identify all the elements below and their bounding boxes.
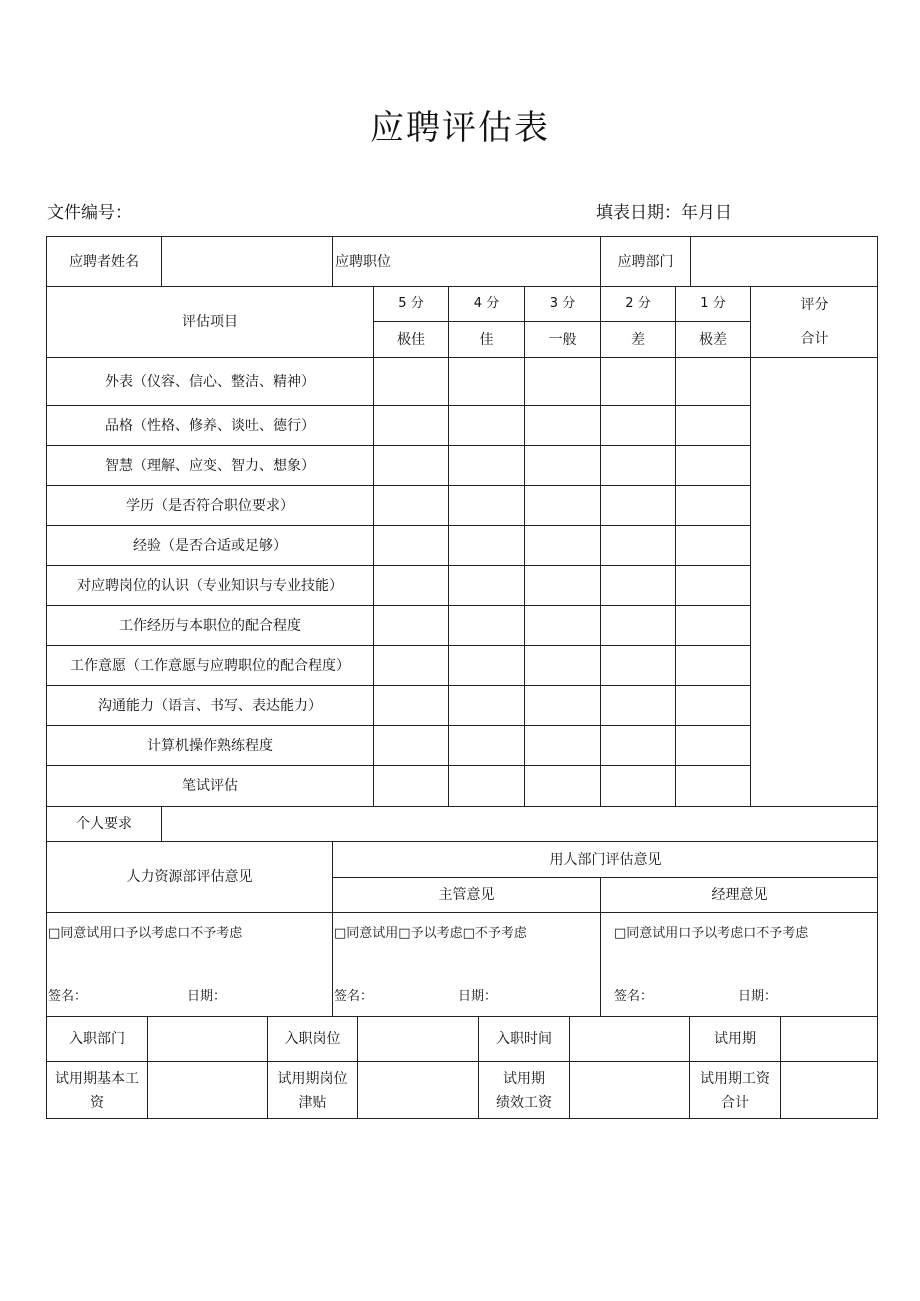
supervisor-date-label: 日期： xyxy=(458,989,498,1004)
manager-date-label: 日期： xyxy=(738,989,778,1004)
entry-dept-label: 入职部门 xyxy=(46,1016,147,1061)
score-cell-5[interactable] xyxy=(373,645,448,685)
score-cell-4[interactable] xyxy=(448,565,524,605)
probation-total-label-line2: 合计 xyxy=(721,1094,749,1111)
score-3-header: 3 分 xyxy=(524,286,600,321)
fill-date-label: 填表日期：年月日 xyxy=(596,203,732,223)
evaluation-item-label: 笔试评估 xyxy=(46,765,373,806)
score-cell-3[interactable] xyxy=(524,605,600,645)
score-cell-5[interactable] xyxy=(373,525,448,565)
probation-total-label xyxy=(689,1061,780,1119)
evaluation-item-label: 外表（仪容、信心、整洁、精神） xyxy=(46,357,373,405)
score-cell-2[interactable] xyxy=(600,405,675,445)
score-cell-1[interactable] xyxy=(675,685,750,725)
evaluation-item-label: 学历（是否符合职位要求） xyxy=(46,485,373,525)
score-cell-5[interactable] xyxy=(373,445,448,485)
score-cell-3[interactable] xyxy=(524,685,600,725)
score-cell-3[interactable] xyxy=(524,725,600,765)
score-cell-2[interactable] xyxy=(600,445,675,485)
score-cell-1[interactable] xyxy=(675,565,750,605)
hr-opinion-header: 人力资源部评估意见 xyxy=(46,841,332,912)
score-cell-2[interactable] xyxy=(600,725,675,765)
score-total-cell[interactable] xyxy=(750,357,878,806)
score-5-desc: 极佳 xyxy=(373,321,448,357)
score-cell-1[interactable] xyxy=(675,485,750,525)
evaluation-item-label: 计算机操作熟练程度 xyxy=(46,725,373,765)
supervisor-sign-label: 签名： xyxy=(334,989,374,1004)
performance-pay-label-line2: 绩效工资 xyxy=(496,1094,552,1111)
post-allowance-label-line2: 津贴 xyxy=(298,1094,327,1111)
score-cell-2[interactable] xyxy=(600,357,675,405)
base-salary-input[interactable] xyxy=(147,1061,267,1119)
hr-sign-label: 签名： xyxy=(48,989,88,1004)
score-cell-1[interactable] xyxy=(675,765,750,806)
hr-options[interactable]: □同意试用口予以考虑口不予考虑 xyxy=(48,926,243,941)
entry-dept-input[interactable] xyxy=(147,1016,267,1061)
performance-pay-label-line1: 试用期 xyxy=(503,1070,545,1087)
evaluation-item-label: 沟通能力（语言、书写、表达能力） xyxy=(46,685,373,725)
score-1-desc: 极差 xyxy=(675,321,750,357)
score-cell-3[interactable] xyxy=(524,405,600,445)
score-cell-4[interactable] xyxy=(448,645,524,685)
personal-requirement-label: 个人要求 xyxy=(46,806,161,841)
score-cell-2[interactable] xyxy=(600,485,675,525)
score-cell-2[interactable] xyxy=(600,565,675,605)
score-cell-5[interactable] xyxy=(373,685,448,725)
score-total-line2: 合计 xyxy=(800,331,829,347)
score-cell-3[interactable] xyxy=(524,565,600,605)
score-cell-5[interactable] xyxy=(373,605,448,645)
score-cell-4[interactable] xyxy=(448,685,524,725)
score-cell-5[interactable] xyxy=(373,565,448,605)
post-allowance-label xyxy=(267,1061,357,1119)
score-total-line1: 评分 xyxy=(800,297,829,313)
applicant-name-input[interactable] xyxy=(161,236,332,286)
probation-label: 试用期 xyxy=(689,1016,780,1061)
score-cell-1[interactable] xyxy=(675,525,750,565)
entry-time-input[interactable] xyxy=(569,1016,689,1061)
score-cell-3[interactable] xyxy=(524,485,600,525)
score-cell-2[interactable] xyxy=(600,765,675,806)
score-cell-3[interactable] xyxy=(524,645,600,685)
probation-input[interactable] xyxy=(780,1016,878,1061)
score-cell-4[interactable] xyxy=(448,405,524,445)
doc-number-label: 文件编号： xyxy=(47,203,132,223)
evaluation-item-label: 对应聘岗位的认识（专业知识与专业技能） xyxy=(46,565,373,605)
score-1-header: 1 分 xyxy=(675,286,750,321)
base-salary-label-line1: 试用期基本工 xyxy=(55,1070,139,1087)
supervisor-opinion-header: 主管意见 xyxy=(332,877,600,912)
evaluation-item-label: 品格（性格、修养、谈吐、德行） xyxy=(46,405,373,445)
score-cell-1[interactable] xyxy=(675,405,750,445)
applied-position-label: 应聘职位 xyxy=(332,236,600,286)
score-3-desc: 一般 xyxy=(524,321,600,357)
score-2-desc: 差 xyxy=(600,321,675,357)
evaluation-form-table xyxy=(46,236,878,1119)
post-allowance-label-line1: 试用期岗位 xyxy=(277,1070,348,1087)
score-cell-5[interactable] xyxy=(373,765,448,806)
score-5-header: 5 分 xyxy=(373,286,448,321)
score-cell-2[interactable] xyxy=(600,645,675,685)
score-cell-3[interactable] xyxy=(524,357,600,405)
score-cell-3[interactable] xyxy=(524,445,600,485)
dept-opinion-header: 用人部门评估意见 xyxy=(332,841,878,877)
entry-post-label: 入职岗位 xyxy=(267,1016,357,1061)
score-cell-2[interactable] xyxy=(600,525,675,565)
score-cell-4[interactable] xyxy=(448,765,524,806)
evaluation-item-label: 智慧（理解、应变、智力、想象） xyxy=(46,445,373,485)
evaluation-item-label: 工作意愿（工作意愿与应聘职位的配合程度） xyxy=(46,645,373,685)
hr-date-label: 日期： xyxy=(187,989,227,1004)
score-cell-2[interactable] xyxy=(600,605,675,645)
score-cell-4[interactable] xyxy=(448,725,524,765)
applied-dept-label: 应聘部门 xyxy=(600,236,690,286)
score-cell-3[interactable] xyxy=(524,765,600,806)
base-salary-label xyxy=(46,1061,147,1119)
score-cell-1[interactable] xyxy=(675,445,750,485)
entry-time-label: 入职时间 xyxy=(478,1016,569,1061)
score-cell-3[interactable] xyxy=(524,525,600,565)
score-cell-2[interactable] xyxy=(600,685,675,725)
score-cell-1[interactable] xyxy=(675,605,750,645)
score-cell-5[interactable] xyxy=(373,485,448,525)
score-cell-5[interactable] xyxy=(373,725,448,765)
post-allowance-input[interactable] xyxy=(357,1061,478,1119)
personal-requirement-input[interactable] xyxy=(161,806,878,841)
manager-opinion-header: 经理意见 xyxy=(600,877,878,912)
score-cell-5[interactable] xyxy=(373,405,448,445)
score-cell-1[interactable] xyxy=(675,725,750,765)
score-4-desc: 佳 xyxy=(448,321,524,357)
manager-options[interactable]: □同意试用口予以考虑口不予考虑 xyxy=(614,926,809,941)
score-cell-4[interactable] xyxy=(448,357,524,405)
manager-sign-label: 签名： xyxy=(614,989,654,1004)
supervisor-options[interactable]: □同意试用□予以考虑□不予考虑 xyxy=(334,926,527,941)
applicant-name-label: 应聘者姓名 xyxy=(46,236,161,286)
score-cell-1[interactable] xyxy=(675,645,750,685)
score-cell-4[interactable] xyxy=(448,525,524,565)
evaluation-item-label: 工作经历与本职位的配合程度 xyxy=(46,605,373,645)
score-cell-4[interactable] xyxy=(448,485,524,525)
score-cell-4[interactable] xyxy=(448,605,524,645)
evaluation-item-label: 经验（是否合适或足够） xyxy=(46,525,373,565)
score-cell-4[interactable] xyxy=(448,445,524,485)
entry-post-input[interactable] xyxy=(357,1016,478,1061)
score-2-header: 2 分 xyxy=(600,286,675,321)
performance-pay-input[interactable] xyxy=(569,1061,689,1119)
applied-dept-input[interactable] xyxy=(690,236,878,286)
score-total-header xyxy=(750,286,878,357)
page-title: 应聘评估表 xyxy=(370,108,550,148)
probation-total-label-line1: 试用期工资 xyxy=(700,1070,770,1087)
base-salary-label-line2: 资 xyxy=(90,1094,104,1111)
score-cell-5[interactable] xyxy=(373,357,448,405)
performance-pay-label xyxy=(478,1061,569,1119)
evaluation-item-header: 评估项目 xyxy=(46,286,373,357)
probation-total-input[interactable] xyxy=(780,1061,878,1119)
score-4-header: 4 分 xyxy=(448,286,524,321)
score-cell-1[interactable] xyxy=(675,357,750,405)
